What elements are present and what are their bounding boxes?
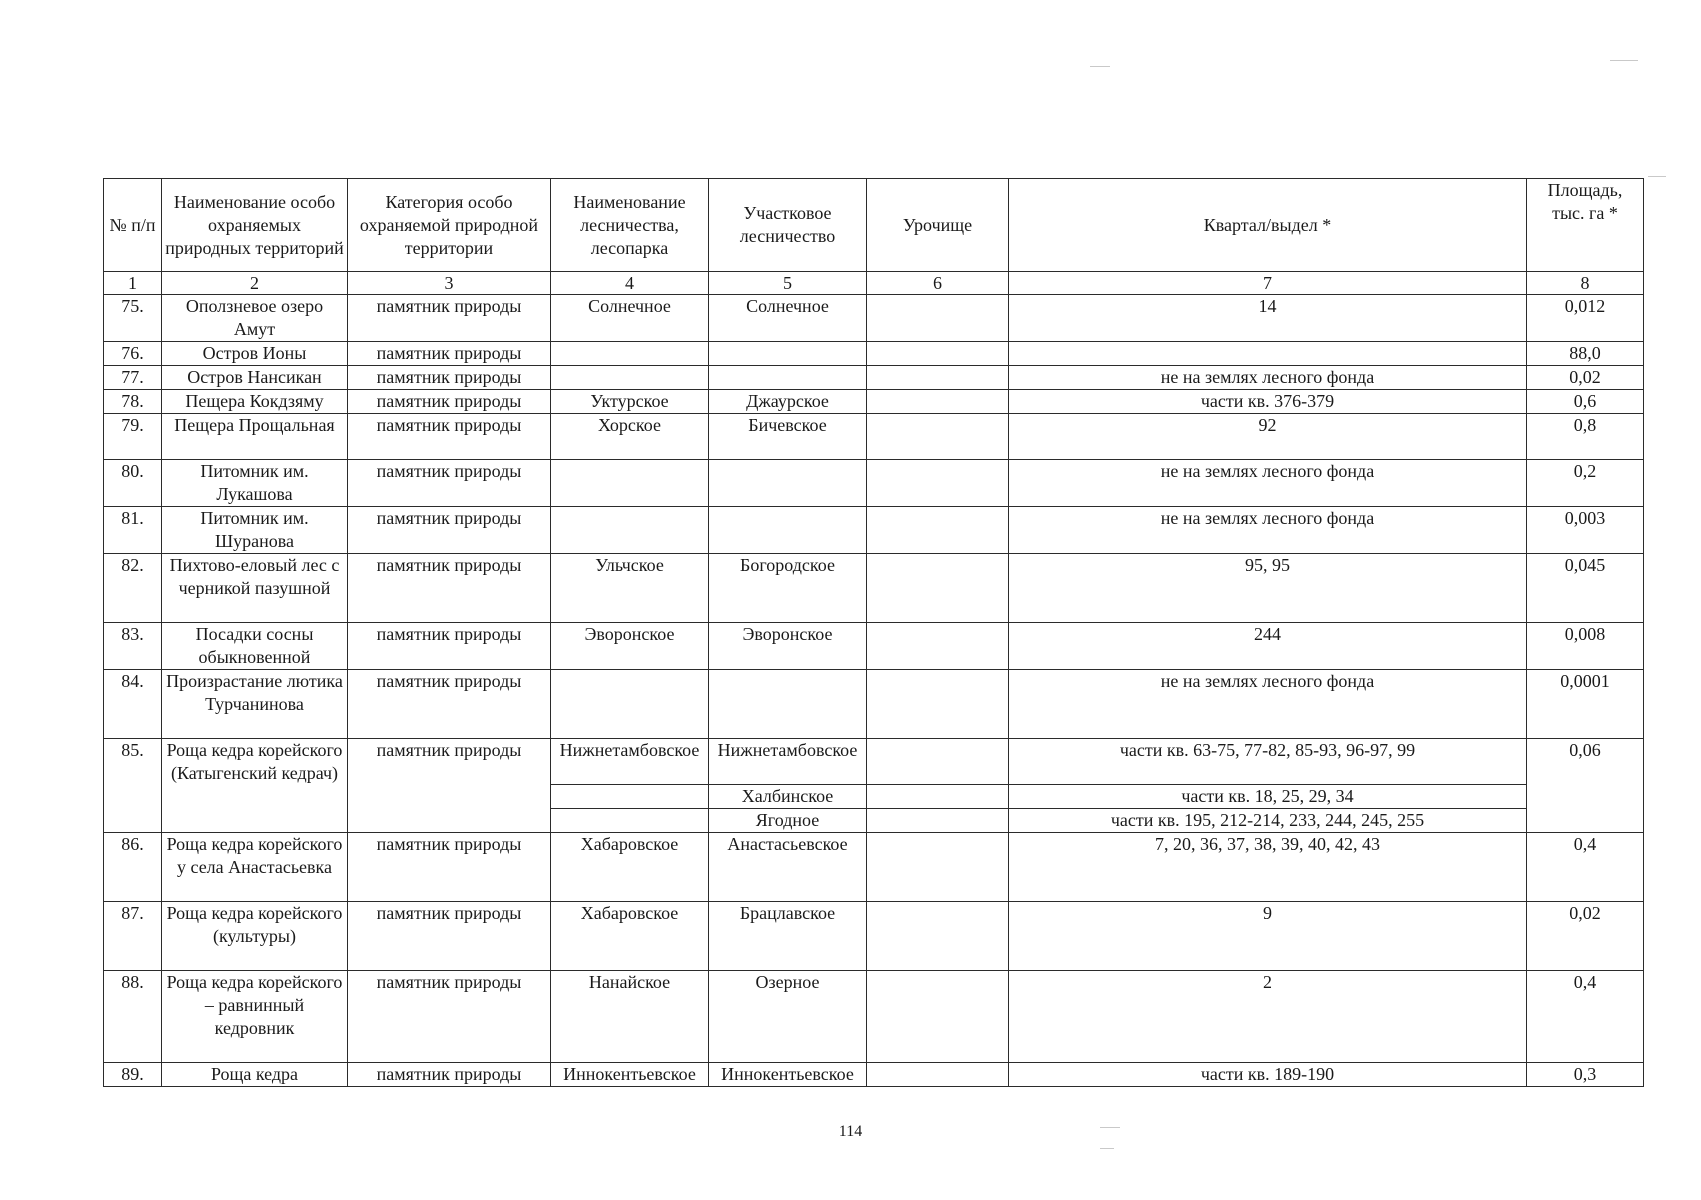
area-category: памятник природы: [348, 460, 551, 507]
forestry-name: Нижнетамбовское: [551, 739, 709, 785]
district-forestry: Анастасьевское: [709, 833, 867, 902]
tract-name: [867, 390, 1009, 414]
table-row: [104, 739, 1644, 785]
quarter-allotment: части кв. 195, 212-214, 233, 244, 245, 255: [1009, 809, 1527, 833]
column-number: 4: [551, 272, 709, 295]
row-number: 83.: [104, 623, 162, 670]
forestry-name: [551, 342, 709, 366]
header-row: [104, 179, 1644, 272]
forestry-name: [551, 785, 709, 809]
district-forestry: Брацлавское: [709, 902, 867, 971]
area-name: Остров Ионы: [162, 342, 348, 366]
area-name: Посадки сосны обыкновенной: [162, 623, 348, 670]
tract-name: [867, 902, 1009, 971]
table-row: [104, 390, 1644, 414]
area-name: Оползневое озеро Амут: [162, 295, 348, 342]
area-value: 0,02: [1527, 902, 1644, 971]
quarter-allotment: [1009, 342, 1527, 366]
area-category: памятник природы: [348, 366, 551, 390]
quarter-allotment: части кв. 18, 25, 29, 34: [1009, 785, 1527, 809]
forestry-name: [551, 809, 709, 833]
page-number: 114: [838, 1123, 863, 1140]
header-name: Наименование особо охраняемых природных территорий: [162, 179, 348, 272]
area-category: памятник природы: [348, 1063, 551, 1087]
table-row: [104, 554, 1644, 623]
area-name: Остров Нансикан: [162, 366, 348, 390]
area-value: 0,6: [1527, 390, 1644, 414]
district-forestry: Иннокентьевское: [709, 1063, 867, 1087]
quarter-allotment: 7, 20, 36, 37, 38, 39, 40, 42, 43: [1009, 833, 1527, 902]
forestry-name: Ульчское: [551, 554, 709, 623]
area-category: памятник природы: [348, 971, 551, 1063]
quarter-allotment: 9: [1009, 902, 1527, 971]
row-number: 88.: [104, 971, 162, 1063]
tract-name: [867, 342, 1009, 366]
area-value: 0,2: [1527, 460, 1644, 507]
area-category: памятник природы: [348, 342, 551, 366]
header-category: Категория особо охраняемой природной территории: [348, 179, 551, 272]
district-forestry: Ягодное: [709, 809, 867, 833]
forestry-name: [551, 670, 709, 739]
area-name: Питомник им. Шуранова: [162, 507, 348, 554]
tract-name: [867, 366, 1009, 390]
table-row: [104, 295, 1644, 342]
area-name: Роща кедра корейского (культуры): [162, 902, 348, 971]
header-quarter: Квартал/выдел *: [1009, 179, 1527, 272]
area-category: памятник природы: [348, 902, 551, 971]
district-forestry: [709, 460, 867, 507]
quarter-allotment: части кв. 63-75, 77-82, 85-93, 96-97, 99: [1009, 739, 1527, 785]
tract-name: [867, 670, 1009, 739]
forestry-name: Хабаровское: [551, 833, 709, 902]
tract-name: [867, 833, 1009, 902]
scan-speck: [1100, 1148, 1114, 1149]
area-name: Роща кедра: [162, 1063, 348, 1087]
row-number: 85.: [104, 739, 162, 833]
quarter-allotment: 92: [1009, 414, 1527, 460]
column-number: 3: [348, 272, 551, 295]
table-row: [104, 507, 1644, 554]
scan-speck: [1090, 66, 1110, 67]
tract-name: [867, 739, 1009, 785]
area-category: памятник природы: [348, 390, 551, 414]
district-forestry: Джаурское: [709, 390, 867, 414]
quarter-allotment: части кв. 189-190: [1009, 1063, 1527, 1087]
district-forestry: [709, 342, 867, 366]
row-number: 75.: [104, 295, 162, 342]
area-category: памятник природы: [348, 554, 551, 623]
area-name: Питомник им. Лукашова: [162, 460, 348, 507]
header-forestry: Наименование лесничества, лесопарка: [551, 179, 709, 272]
district-forestry: Эворонское: [709, 623, 867, 670]
quarter-allotment: 95, 95: [1009, 554, 1527, 623]
area-value: 0,008: [1527, 623, 1644, 670]
area-category: памятник природы: [348, 507, 551, 554]
column-number: 6: [867, 272, 1009, 295]
quarter-allotment: 2: [1009, 971, 1527, 1063]
table-row: [104, 971, 1644, 1063]
protected-areas-table: [103, 178, 1644, 1087]
area-value: 0,02: [1527, 366, 1644, 390]
table-row: [104, 623, 1644, 670]
quarter-allotment: не на землях лесного фонда: [1009, 670, 1527, 739]
table-row: [104, 902, 1644, 971]
district-forestry: Богородское: [709, 554, 867, 623]
header-tract: Урочище: [867, 179, 1009, 272]
row-number: 87.: [104, 902, 162, 971]
forestry-name: Нанайское: [551, 971, 709, 1063]
tract-name: [867, 623, 1009, 670]
area-category: памятник природы: [348, 739, 551, 833]
district-forestry: Нижнетамбовское: [709, 739, 867, 785]
quarter-allotment: не на землях лесного фонда: [1009, 460, 1527, 507]
area-value: 0,4: [1527, 833, 1644, 902]
area-name: Роща кедра корейского у села Анастасьевка: [162, 833, 348, 902]
column-number: 5: [709, 272, 867, 295]
row-number: 76.: [104, 342, 162, 366]
forestry-name: [551, 460, 709, 507]
tract-name: [867, 460, 1009, 507]
tract-name: [867, 1063, 1009, 1087]
row-number: 78.: [104, 390, 162, 414]
area-value: 0,003: [1527, 507, 1644, 554]
area-category: памятник природы: [348, 670, 551, 739]
quarter-allotment: 14: [1009, 295, 1527, 342]
district-forestry: [709, 670, 867, 739]
forestry-name: Солнечное: [551, 295, 709, 342]
row-number: 84.: [104, 670, 162, 739]
table-row: [104, 670, 1644, 739]
quarter-allotment: не на землях лесного фонда: [1009, 507, 1527, 554]
tract-name: [867, 295, 1009, 342]
area-name: Роща кедра корейского – равнинный кедровник: [162, 971, 348, 1063]
area-name: Роща кедра корейского (Катыгенский кедрач): [162, 739, 348, 833]
column-number: 1: [104, 272, 162, 295]
column-number: 7: [1009, 272, 1527, 295]
area-category: памятник природы: [348, 295, 551, 342]
header-area: Площадь, тыс. га *: [1527, 179, 1644, 272]
scan-speck: [1648, 176, 1666, 177]
area-value: 0,045: [1527, 554, 1644, 623]
district-forestry: Халбинское: [709, 785, 867, 809]
forestry-name: Эворонское: [551, 623, 709, 670]
area-name: Произрастание лютика Турчанинова: [162, 670, 348, 739]
area-name: Пещера Кокдзяму: [162, 390, 348, 414]
header-district: Участковое лесничество: [709, 179, 867, 272]
area-value: 0,06: [1527, 739, 1644, 833]
row-number: 82.: [104, 554, 162, 623]
forestry-name: [551, 366, 709, 390]
column-number: 8: [1527, 272, 1644, 295]
row-number: 89.: [104, 1063, 162, 1087]
tract-name: [867, 785, 1009, 809]
tract-name: [867, 554, 1009, 623]
table-row: [104, 366, 1644, 390]
table-body: [104, 295, 1644, 1087]
scan-speck: [1610, 60, 1638, 61]
tract-name: [867, 971, 1009, 1063]
area-category: памятник природы: [348, 414, 551, 460]
area-value: 0,3: [1527, 1063, 1644, 1087]
area-value: 0,8: [1527, 414, 1644, 460]
forestry-name: Уктурское: [551, 390, 709, 414]
district-forestry: Бичевское: [709, 414, 867, 460]
area-name: Пихтово-еловый лес с черникой пазушной: [162, 554, 348, 623]
district-forestry: [709, 507, 867, 554]
quarter-allotment: 244: [1009, 623, 1527, 670]
row-number: 81.: [104, 507, 162, 554]
area-value: 0,012: [1527, 295, 1644, 342]
area-value: 0,0001: [1527, 670, 1644, 739]
district-forestry: Озерное: [709, 971, 867, 1063]
table-row: [104, 342, 1644, 366]
table-row: [104, 1063, 1644, 1087]
column-number: 2: [162, 272, 348, 295]
row-number: 79.: [104, 414, 162, 460]
row-number: 86.: [104, 833, 162, 902]
forestry-name: Иннокентьевское: [551, 1063, 709, 1087]
forestry-name: [551, 507, 709, 554]
column-number-row: [104, 272, 1644, 295]
tract-name: [867, 507, 1009, 554]
tract-name: [867, 809, 1009, 833]
row-number: 77.: [104, 366, 162, 390]
table-row: [104, 833, 1644, 902]
quarter-allotment: части кв. 376-379: [1009, 390, 1527, 414]
header-no: № п/п: [104, 179, 162, 272]
table-row: [104, 414, 1644, 460]
district-forestry: [709, 366, 867, 390]
tract-name: [867, 414, 1009, 460]
area-value: 88,0: [1527, 342, 1644, 366]
forestry-name: Хорское: [551, 414, 709, 460]
district-forestry: Солнечное: [709, 295, 867, 342]
quarter-allotment: не на землях лесного фонда: [1009, 366, 1527, 390]
area-value: 0,4: [1527, 971, 1644, 1063]
table-row: [104, 460, 1644, 507]
forestry-name: Хабаровское: [551, 902, 709, 971]
area-category: памятник природы: [348, 623, 551, 670]
row-number: 80.: [104, 460, 162, 507]
area-category: памятник природы: [348, 833, 551, 902]
area-name: Пещера Прощальная: [162, 414, 348, 460]
